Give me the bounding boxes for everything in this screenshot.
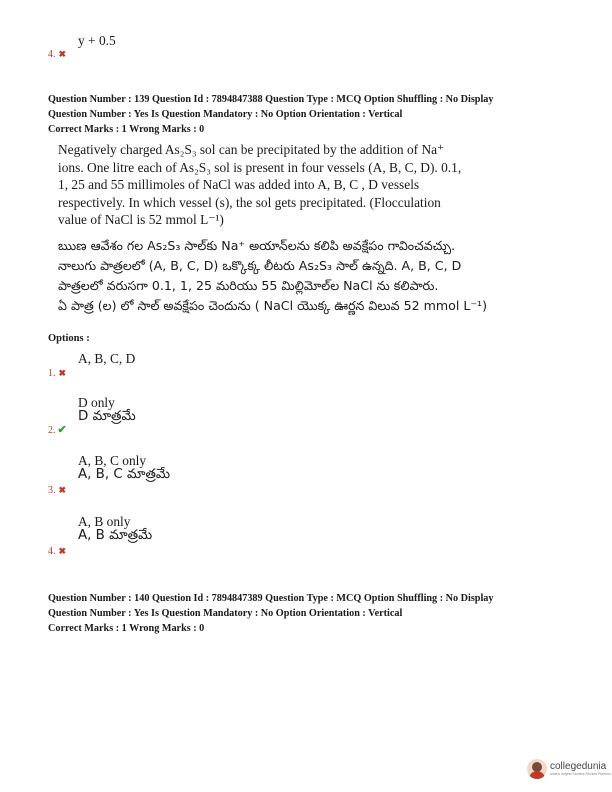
- stem-te-line: పాత్రలలో వరుసగా 0.1, 1, 25 మరియు 55 మిల్లిమోల్‌ల NaCl ను కలిపారు.: [58, 278, 439, 293]
- option-4-number: 4.: [48, 546, 56, 557]
- q139-meta-line1: Question Number : 139 Question Id : 7894847388 Question Type : MCQ Option Shuffling : No Display: [48, 94, 494, 105]
- cross-icon: ✖: [58, 49, 67, 59]
- option-3-te: A, B, C మాత్రమే: [78, 467, 171, 482]
- q140-meta-line2: Question Number : Yes Is Question Mandatory : No Option Orientation : Vertical: [48, 608, 403, 619]
- stem-en-line: value of NaCl is 52 mmol L⁻¹): [58, 212, 224, 227]
- q139-stem-te: [58, 236, 588, 316]
- option-4-en: A, B only: [78, 514, 131, 529]
- options-label: Options :: [48, 333, 90, 344]
- q139-stem-en: [58, 141, 578, 229]
- stem-te-line: నాలుగు పాత్రలలో (A, B, C, D) ఒక్కొక్క లీటరు As₂S₃ సాల్ ఉన్నది. A, B, C, D: [58, 258, 462, 273]
- option-1-en: A, B, C, D: [78, 351, 136, 366]
- option-4-te: A, B మాత్రమే: [78, 528, 153, 543]
- option-1[interactable]: [48, 350, 348, 380]
- cross-icon: ✖: [58, 485, 67, 495]
- option-2[interactable]: [48, 394, 348, 436]
- logo-tagline: India's largest Student Review Platform: [550, 772, 611, 776]
- option-3-number: 3.: [48, 485, 56, 496]
- stem-te-line: ఏ పాత్ర (ల) లో సాల్ అవక్షేపం చెందును ( NaCl యొక్క ఊర్ణన విలువ 52 mmol L⁻¹): [58, 298, 487, 313]
- q139-marks: Correct Marks : 1 Wrong Marks : 0: [48, 124, 205, 135]
- option-2-number: 2.: [48, 425, 56, 436]
- stem-en-line: respectively. In which vessel (s), the sol gets precipitated. (Flocculation: [58, 194, 441, 210]
- q139-meta: [48, 92, 493, 137]
- prev-option-number: 4.: [48, 49, 56, 60]
- option-4[interactable]: [48, 513, 348, 555]
- stem-en-line: 1, 25 and 55 millimoles of NaCl was added into A, B, C , D vessels: [58, 177, 420, 192]
- collegedunia-logo: [527, 759, 611, 779]
- stem-en-line: ions. One litre each of As₂S₃ sol is present in four vessels (A, B, C, D). 0.1,: [58, 159, 462, 175]
- mascot-icon: [527, 759, 547, 779]
- q139-meta-line2: Question Number : Yes Is Question Mandatory : No Option Orientation : Vertical: [48, 109, 403, 120]
- option-1-number: 1.: [48, 368, 56, 379]
- stem-en-line: Negatively charged As₂S₃ sol can be precipitated by the addition of Na⁺: [58, 142, 445, 157]
- prev-option-text: y + 0.5: [78, 33, 116, 48]
- logo-name: collegedunia: [550, 761, 607, 772]
- cross-icon: ✖: [58, 368, 67, 378]
- q140-marks: Correct Marks : 1 Wrong Marks : 0: [48, 623, 205, 634]
- option-3[interactable]: [48, 452, 348, 494]
- option-2-en: D only: [78, 395, 115, 410]
- q140-meta-line1: Question Number : 140 Question Id : 7894847389 Question Type : MCQ Option Shuffling : No Display: [48, 593, 494, 604]
- cross-icon: ✖: [58, 546, 67, 556]
- option-2-te: D మాత్రమే: [78, 409, 136, 424]
- checkmark-icon: ✔: [57, 424, 67, 436]
- q140-meta: [48, 591, 493, 636]
- option-3-en: A, B, C only: [78, 453, 147, 468]
- stem-te-line: ఋణ ఆవేశం గల As₂S₃ సాల్‌కు Na⁺ అయాన్‌లను కలిపి అవక్షేపం గావించవచ్చు.: [58, 238, 456, 253]
